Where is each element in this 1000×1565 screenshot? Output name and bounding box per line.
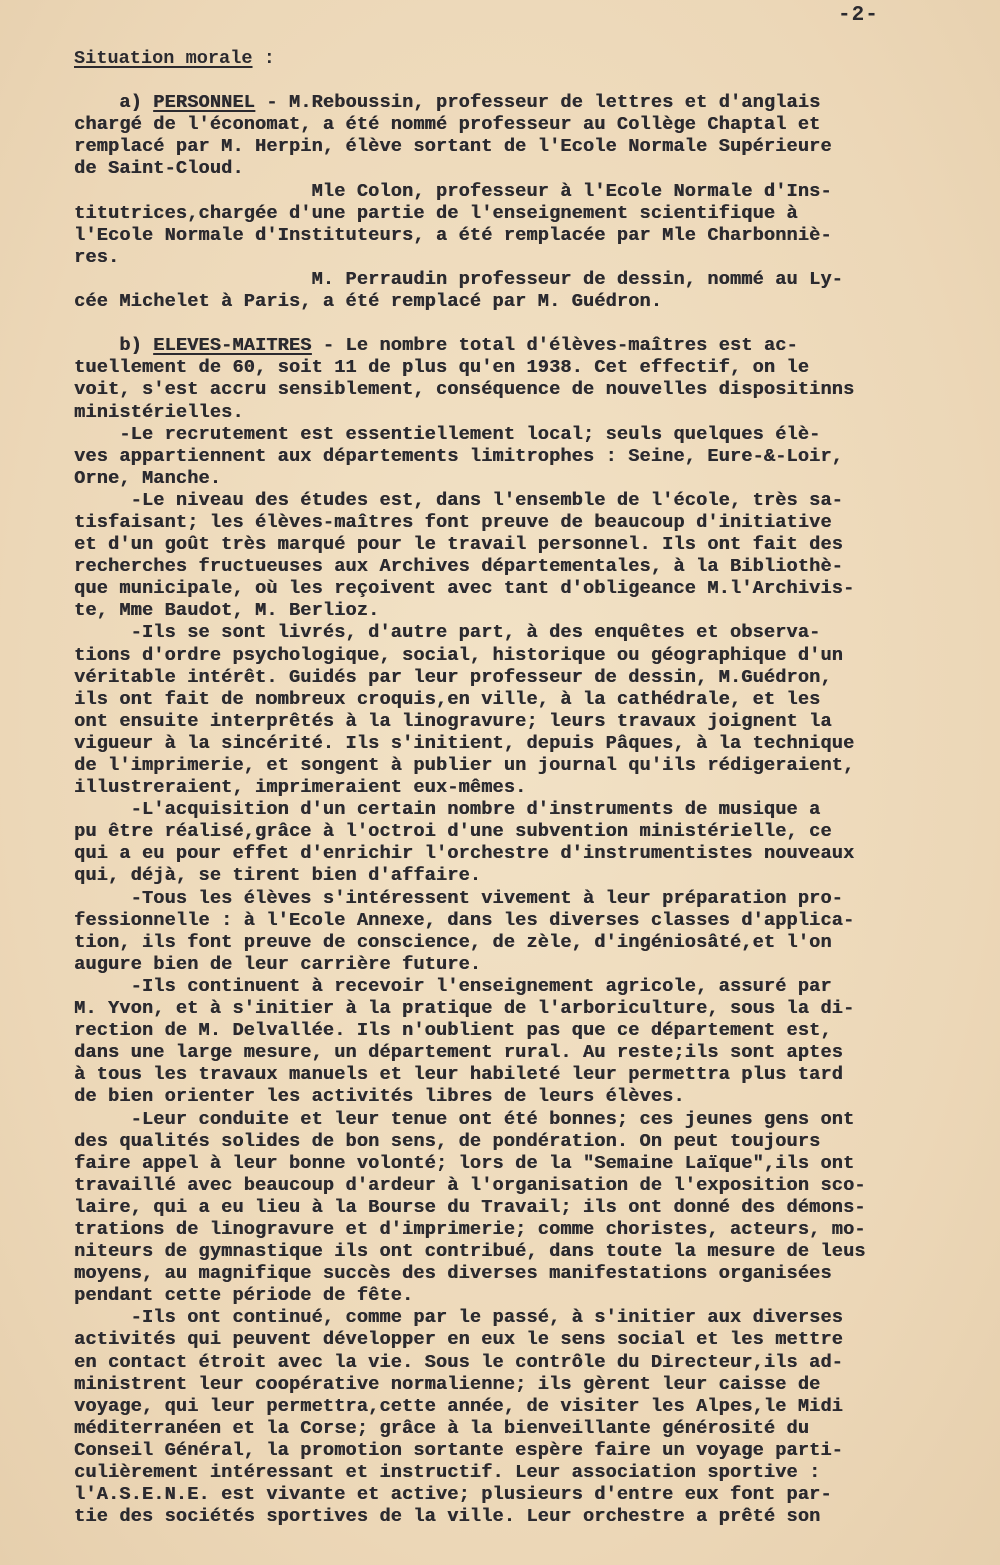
- text-line: ont ensuite interprêtés à la linogravure; leurs travaux joignent la: [74, 710, 832, 732]
- section-personnel: [74, 92, 974, 313]
- text-line: M. Perraudin professeur de dessin, nommé au Ly-: [74, 268, 843, 290]
- text-line: dans une large mesure, un département rural. Au reste;ils sont aptes: [74, 1042, 843, 1064]
- text-line: -Ils ont continué, comme par le passé, à s'initier aux diverses: [74, 1307, 843, 1329]
- text-line: chargé de l'économat, a été nommé professeur au Collège Chaptal et: [74, 114, 821, 136]
- section-heading: Situation morale: [74, 48, 253, 69]
- text-line: -Ils se sont livrés, d'autre part, à des enquêtes et observa-: [74, 622, 821, 644]
- text-line: voyage, qui leur permettra,cette année, de visiter les Alpes,le Midi: [74, 1395, 843, 1417]
- text-line: travaillé avec beaucoup d'ardeur à l'organisation de l'exposition sco-: [74, 1174, 866, 1196]
- section-eleves-first-line: [74, 335, 974, 357]
- page-number: -2-: [838, 4, 879, 27]
- text-line: titutrices,chargée d'une partie de l'enseignement scientifique à: [74, 202, 798, 224]
- text-line: -Ils continuent à recevoir l'enseignement agricole, assuré par: [74, 975, 832, 997]
- section-eleves-maitres: [74, 335, 974, 1528]
- text-line: l'Ecole Normale d'Instituteurs, a été remplacée par Mle Charbonniè-: [74, 224, 832, 246]
- section-eleves-prefix: b): [74, 335, 154, 357]
- text-line: faire appel à leur bonne volonté; lors de la "Semaine Laïque",ils ont: [74, 1152, 855, 1174]
- text-line: activités qui peuvent développer en eux le sens social et les mettre: [74, 1329, 843, 1351]
- text-line: - M.Reboussin, professeur de lettres et d'anglais: [254, 92, 821, 114]
- text-line: remplacé par M. Herpin, élève sortant de l'Ecole Normale Supérieure: [74, 136, 832, 158]
- document-body: [74, 48, 974, 1528]
- text-line: cée Michelet à Paris, a été remplacé par M. Guédron.: [74, 291, 663, 313]
- text-line: Conseil Général, la promotion sortante espère faire un voyage parti-: [74, 1439, 843, 1461]
- text-line: augure bien de leur carrière future.: [74, 953, 482, 975]
- text-line: ves appartiennent aux départements limitrophes : Seine, Eure-&-Loir,: [74, 445, 843, 467]
- section-personnel-label: PERSONNEL: [153, 92, 255, 114]
- text-line: -L'acquisition d'un certain nombre d'instruments de musique a: [74, 799, 821, 821]
- text-line: qui, déjà, se tirent bien d'affaire.: [74, 865, 482, 887]
- spacer: [74, 313, 974, 335]
- text-line: ministrent leur coopérative normalienne; ils gèrent leur caisse de: [74, 1373, 821, 1395]
- section-personnel-first-line: [74, 92, 974, 114]
- section-heading-line: [74, 48, 974, 70]
- text-line: vigueur à la sincérité. Ils s'initient, depuis Pâques, à la technique: [74, 732, 855, 754]
- text-line: tion, ils font preuve de conscience, de zèle, d'ingéniosâté,et l'on: [74, 931, 832, 953]
- text-line: de bien orienter les activités libres de leurs élèves.: [74, 1086, 685, 1108]
- text-line: des qualités solides de bon sens, de pondération. On peut toujours: [74, 1130, 821, 1152]
- text-line: -Le recrutement est essentiellement local; seuls quelques élè-: [74, 423, 821, 445]
- text-line: méditerranéen et la Corse; grâce à la bienveillante générosité du: [74, 1417, 810, 1439]
- text-line: illustreraient, imprimeraient eux-mêmes.: [74, 777, 527, 799]
- text-line: tuellement de 60, soit 11 de plus qu'en 1938. Cet effectif, on le: [74, 357, 810, 379]
- spacer: [74, 70, 974, 92]
- text-line: Orne, Manche.: [74, 467, 222, 489]
- section-heading-suffix: :: [252, 48, 275, 69]
- text-line: l'A.S.E.N.E. est vivante et active; plusieurs d'entre eux font par-: [74, 1484, 832, 1506]
- text-line: niteurs de gymnastique ils ont contribué, dans toute la mesure de leus: [74, 1241, 866, 1263]
- text-line: culièrement intéressant et instructif. Leur association sportive :: [74, 1462, 821, 1483]
- text-line: recherches fructueuses aux Archives départementales, à la Bibliothè-: [74, 556, 843, 578]
- text-line: res.: [74, 246, 120, 268]
- text-line: te, Mme Baudot, M. Berlioz.: [74, 600, 380, 622]
- text-line: ministérielles.: [74, 401, 244, 423]
- text-line: pendant cette période de fête.: [74, 1285, 414, 1307]
- text-line: -Leur conduite et leur tenue ont été bonnes; ces jeunes gens ont: [74, 1108, 855, 1130]
- text-line: voit, s'est accru sensiblement, conséquence de nouvelles dispositinns: [74, 379, 855, 401]
- text-line: tie des sociétés sportives de la ville. Leur orchestre a prêté son: [74, 1506, 821, 1528]
- text-line: moyens, au magnifique succès des diverses manifestations organisées: [74, 1263, 832, 1285]
- text-line: ils ont fait de nombreux croquis,en ville, à la cathédrale, et les: [74, 688, 821, 710]
- text-line: M. Yvon, et à s'initier à la pratique de l'arboriculture, sous la di-: [74, 998, 855, 1020]
- text-line: fessionnelle : à l'Ecole Annexe, dans les diverses classes d'applica-: [74, 909, 855, 931]
- text-line: de Saint-Cloud.: [74, 158, 244, 180]
- text-line: pu être réalisé,grâce à l'octroi d'une subvention ministérielle, ce: [74, 821, 832, 843]
- text-line: tisfaisant; les élèves-maîtres font preuve de beaucoup d'initiative: [74, 511, 832, 533]
- text-line: Mle Colon, professeur à l'Ecole Normale d'Ins-: [74, 180, 832, 202]
- text-line: -Le niveau des études est, dans l'ensemble de l'école, très sa-: [74, 489, 843, 511]
- text-line: qui a eu pour effet d'enrichir l'orchestre d'instrumentistes nouveaux: [74, 843, 855, 865]
- text-line: de l'imprimerie, et songent à publier un journal qu'ils rédigeraient,: [74, 755, 855, 776]
- section-eleves-label: ELEVES-MAITRES: [153, 335, 312, 357]
- text-line: - Le nombre total d'élèves-maîtres est ac-: [311, 335, 798, 357]
- text-line: véritable intérêt. Guidés par leur professeur de dessin, M.Guédron,: [74, 666, 832, 688]
- text-line: laire, qui a eu lieu à la Bourse du Travail; ils ont donné des démons-: [74, 1196, 866, 1218]
- text-line: tions d'ordre psychologique, social, historique ou géographique d'un: [74, 644, 843, 666]
- text-line: rection de M. Delvallée. Ils n'oublient pas que ce département est,: [74, 1020, 832, 1042]
- text-line: que municipale, où les reçoivent avec tant d'obligeance M.l'Archivis-: [74, 578, 855, 600]
- section-personnel-prefix: a): [74, 92, 154, 114]
- text-line: en contact étroit avec la vie. Sous le contrôle du Directeur,ils ad-: [74, 1351, 843, 1373]
- text-line: trations de linogravure et d'imprimerie; comme choristes, acteurs, mo-: [74, 1218, 866, 1240]
- text-line: à tous les travaux manuels et leur habileté leur permettra plus tard: [74, 1064, 843, 1086]
- text-line: -Tous les élèves s'intéressent vivement à leur préparation pro-: [74, 887, 843, 909]
- text-line: et d'un goût très marqué pour le travail personnel. Ils ont fait des: [74, 534, 843, 556]
